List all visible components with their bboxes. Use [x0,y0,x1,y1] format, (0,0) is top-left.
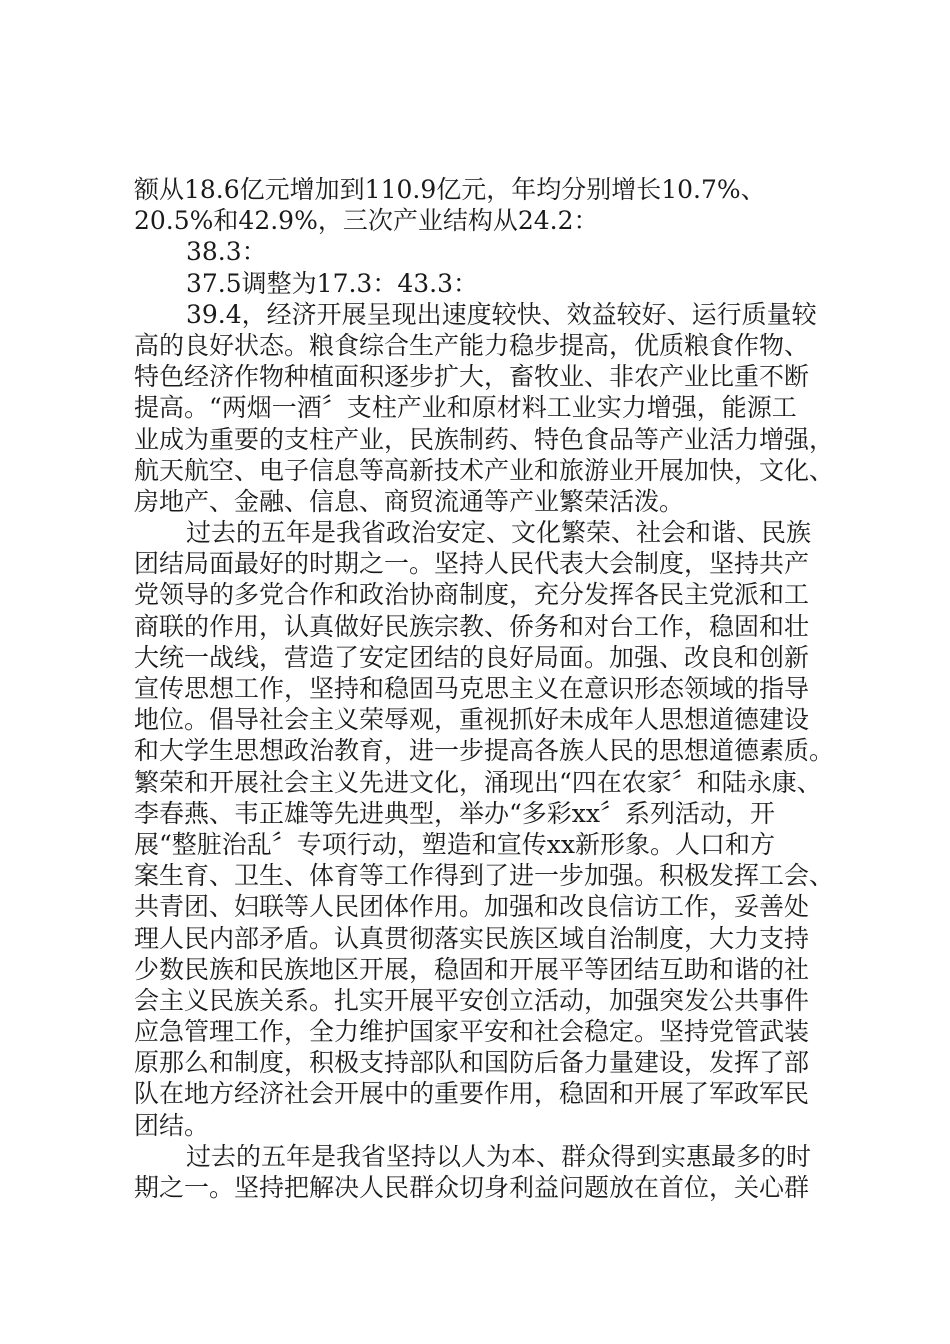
text-line: 共青团、妇联等人民团体作用。加强和改良信访工作，妥善处 [134,892,810,922]
text-line: 房地产、金融、信息、商贸流通等产业繁荣活泼。 [134,486,685,516]
text-line: 原那么和制度，积极支持部队和国防后备力量建设，发挥了部 [134,1048,810,1078]
text-line: 大统一战线，营造了安定团结的良好局面。加强、改良和创新 [134,642,810,672]
text-line: 李春燕、韦正雄等先进典型，举办“多彩xx〞系列活动，开 [134,798,775,828]
text-line: 繁荣和开展社会主义先进文化，涌现出“四在农家〞和陆永康、 [134,767,822,797]
text-line: 案生育、卫生、体育等工作得到了进一步加强。积极发挥工会、 [134,861,835,891]
text-line: 39.4，经济开展呈现出速度较快、效益较好、运行质量较 [186,299,817,329]
text-line: 地位。倡导社会主义荣辱观，重视抓好未成年人思想道德建设 [134,705,810,735]
text-line: 应急管理工作，全力维护国家平安和社会稳定。坚持党管武装 [134,1017,810,1047]
text-line: 党领导的多党合作和政治协商制度，充分发挥各民主党派和工 [134,580,810,610]
text-line: 过去的五年是我省坚持以人为本、群众得到实惠最多的时 [186,1141,812,1171]
text-line: 期之一。坚持把解决人民群众切身利益问题放在首位，关心群 [134,1173,810,1202]
text-line: 过去的五年是我省政治安定、文化繁荣、社会和谐、民族 [186,518,812,548]
text-line: 特色经济作物种植面积逐步扩大，畜牧业、非农产业比重不断 [134,362,810,392]
text-line: 宣传思想工作，坚持和稳固马克思主义在意识形态领域的指导 [134,674,810,703]
text-line: 商联的作用，认真做好民族宗教、侨务和对台工作，稳固和壮 [134,611,810,641]
text-line: 提高。“两烟一酒〞支柱产业和原材料工业实力增强，能源工 [134,393,797,423]
text-line: 展“整脏治乱〞专项行动，塑造和宣传xx新形象。人口和方 [134,829,775,859]
text-line: 37.5调整为17.3：43.3： [186,268,478,298]
text-line: 少数民族和民族地区开展，稳固和开展平等团结互助和谐的社 [134,954,810,984]
text-line: 20.5%和42.9%，三次产业结构从24.2： [134,206,599,236]
text-line: 业成为重要的支柱产业，民族制药、特色食品等产业活力增强， [134,424,835,454]
text-line: 会主义民族关系。扎实开展平安创立活动，加强突发公共事件 [134,985,810,1015]
text-line: 队在地方经济社会开展中的重要作用，稳固和开展了军政军民 [134,1079,810,1109]
text-line: 理人民内部矛盾。认真贯彻落实民族区域自治制度，大力支持 [134,923,810,953]
text-line: 额从18.6亿元增加到110.9亿元，年均分别增长10.7%、 [134,175,766,204]
text-line: 团结。 [134,1110,210,1140]
body-text [134,174,834,1203]
text-line: 航天航空、电子信息等高新技术产业和旅游业开展加快，文化、 [134,455,835,485]
text-line: 38.3： [186,237,267,267]
text-line: 团结局面最好的时期之一。坚持人民代表大会制度，坚持共产 [134,549,810,579]
text-line: 和大学生思想政治教育，进一步提高各族人民的思想道德素质。 [134,736,835,766]
text-line: 高的良好状态。粮食综合生产能力稳步提高，优质粮食作物、 [134,330,810,360]
